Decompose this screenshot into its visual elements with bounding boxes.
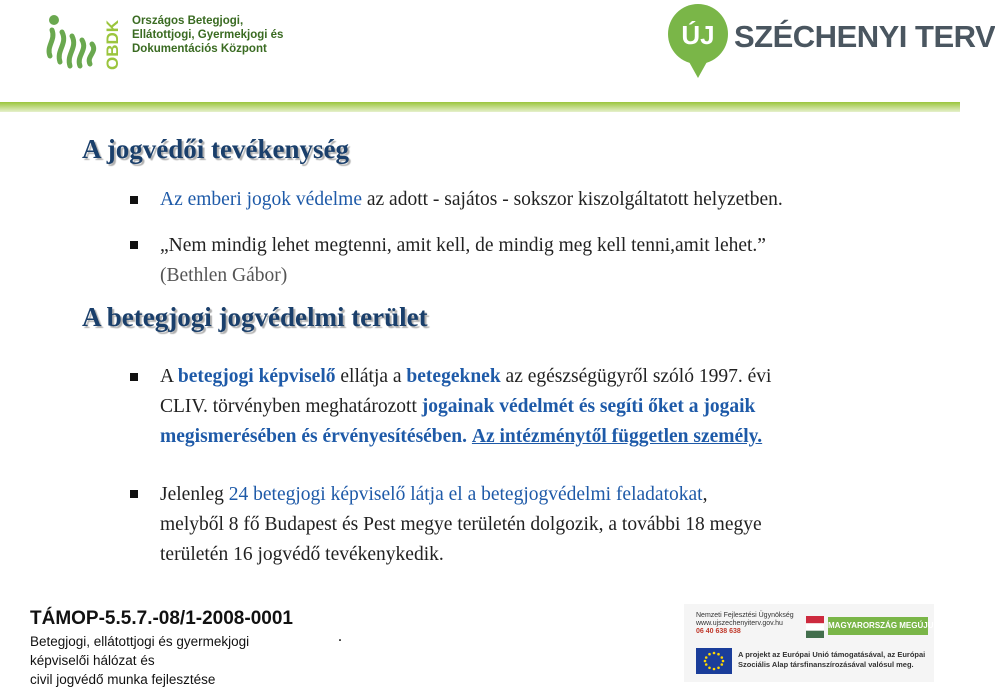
plain-text: területén 16 jogvédő tevékenykedik.	[160, 544, 444, 565]
bullet-icon	[130, 196, 138, 204]
page-header	[0, 0, 995, 100]
obdk-name-line: Ellátottjogi, Gyermekjogi és	[132, 29, 284, 41]
plain-text: az adott - sajátos - sokszor kiszolgáltatott helyzetben.	[361, 189, 783, 210]
footer-project-code: TÁMOP-5.5.7.-08/1-2008-0001	[30, 608, 293, 629]
footer-line: Betegjogi, ellátottjogi és gyermekjogi	[30, 634, 250, 649]
szechenyi-pin-icon	[666, 2, 730, 80]
highlight-underlined-text: Az intézménytől független személy.	[471, 426, 763, 447]
eu-funding-text	[738, 650, 925, 670]
footer-line: civil jogvédő munka fejlesztése	[30, 672, 216, 687]
eu-flag-icon	[696, 648, 732, 674]
plain-text: CLIV. törvényben meghatározott	[160, 396, 422, 417]
bullet-patient-rep	[160, 362, 771, 452]
bullet-human-rights	[160, 185, 783, 215]
footer-dot: .	[338, 628, 342, 645]
obdk-name-line: Országos Betegjogi,	[132, 15, 244, 27]
obdk-name	[132, 14, 283, 56]
bullet-current-count	[160, 480, 762, 570]
funding-banner	[684, 604, 939, 682]
nfu-line: www.ujszechenyiterv.gov.hu	[696, 620, 783, 627]
bullet-icon	[130, 373, 138, 381]
header-divider	[0, 102, 960, 112]
obdk-name-line: Dokumentációs Központ	[132, 43, 267, 55]
highlight-text: Az emberi jogok védelme	[160, 189, 362, 210]
eu-line: A projekt az Európai Unió támogatásával, az Európai	[738, 650, 926, 659]
nfu-line: Nemzeti Fejlesztési Ügynökség	[696, 612, 794, 619]
obdk-vertical-label	[100, 8, 126, 72]
highlight-text: 24 betegjogi képviselő látja el a betegjogvédelmi feladatokat	[228, 484, 703, 505]
section-title-betegjogi: A betegjogi jogvédelmi terület	[82, 302, 428, 332]
highlight-text: megismerésében és érvényesítésében.	[160, 426, 468, 447]
highlight-text: jogainak védelmét és segíti őket a jogaik	[421, 396, 756, 417]
hungarian-flag-icon	[806, 616, 824, 638]
obdk-logo-icon	[42, 10, 102, 72]
bullet-quote	[160, 231, 766, 291]
szechenyi-terv-title: SZÉCHENYI TERV	[734, 19, 995, 54]
plain-text: ellátja a	[335, 366, 407, 387]
footer-line: képviselői hálózat és	[30, 653, 155, 668]
plain-text: A	[160, 366, 178, 387]
eu-line: Szociális Alap társfinanszírozásával valósul meg.	[738, 660, 914, 669]
footer-project-name	[30, 632, 249, 689]
highlight-text: betegjogi képviselő	[177, 366, 336, 387]
magyarorszag-megujul-badge: MAGYARORSZÁG MEGÚJUL	[828, 617, 928, 635]
plain-text: ,	[702, 484, 708, 505]
bullet-icon	[130, 490, 138, 498]
highlight-text: betegeknek	[406, 366, 501, 387]
plain-text: melyből 8 fő Budapest és Pest megye területén dolgozik, a további 18 megye	[160, 514, 762, 535]
bullet-icon	[130, 241, 138, 249]
plain-text: az egészségügyről szóló 1997. évi	[500, 366, 772, 387]
nfu-contact	[696, 612, 794, 636]
plain-text: Jelenleg	[160, 484, 229, 505]
section-title-jogvedoi: A jogvédői tevékenység	[82, 134, 349, 164]
quote-text: „Nem mindig lehet megtenni, amit kell, de mindig meg kell tenni,amit lehet.”	[160, 235, 766, 256]
nfu-line: 06 40 638 638	[696, 628, 741, 635]
svg-text:ÚJ: ÚJ	[681, 20, 715, 50]
svg-text:OBDK: OBDK	[103, 19, 122, 70]
quote-author: (Bethlen Gábor)	[160, 265, 288, 286]
